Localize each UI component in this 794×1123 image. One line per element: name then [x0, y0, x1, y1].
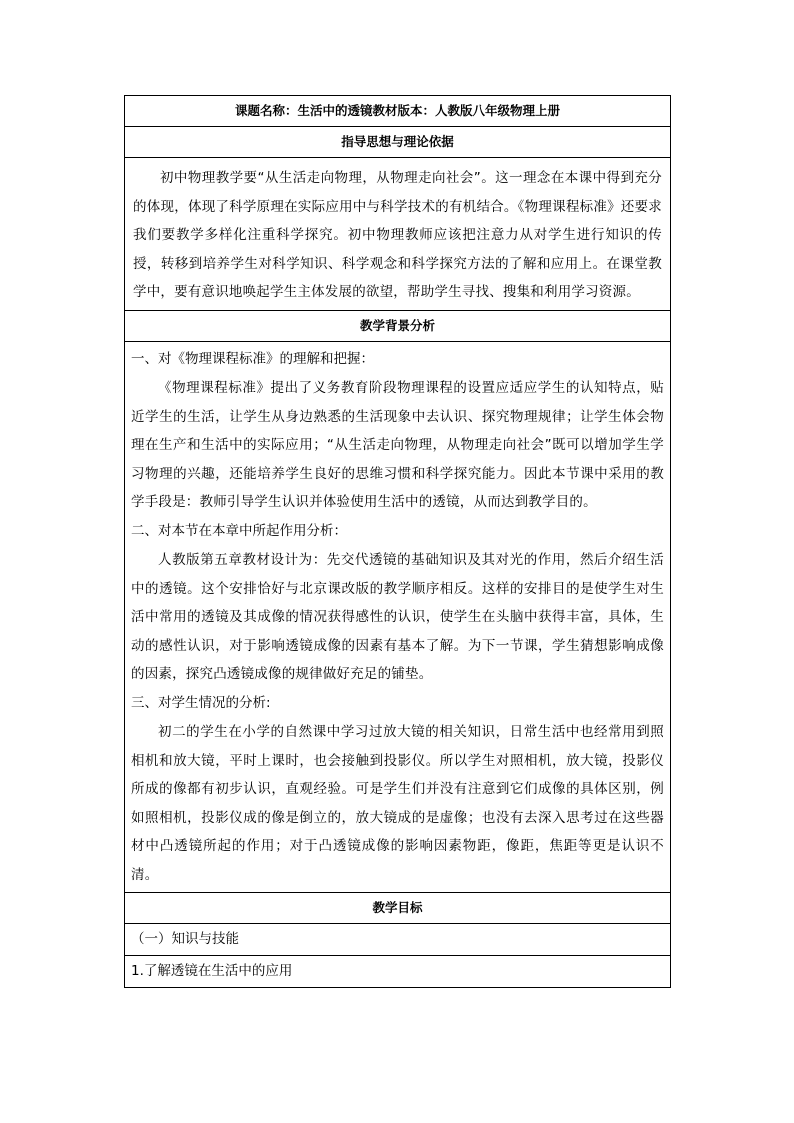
item2-title: 二、对本节在本章中所起作用分析： — [131, 522, 347, 539]
section-heading-background: 教学背景分析 — [125, 310, 671, 341]
item3-paragraph: 初二的学生在小学的自然课中学习过放大镜的相关知识，日常生活中也经常用到照相机和放大镜，平时上课时，也会接触到投影仪。所以学生对照相机，放大镜，投影仪所成的像都有初步认识，直观经验。可是学生们并没有注意到它们成像的具体区别，例如照相机，投影仪成的像是倒立的，放大镜成的是虚像；也没有去深入思考过在这些器材中凸透镜所起的作用；对于凸透镜成像的影响因素物距，像距，焦距等更是认识不清。 — [131, 723, 664, 883]
title-row: 课题名称：生活中的透镜教材版本：人教版八年级物理上册 — [125, 96, 671, 127]
objectives-item1-row: 1.了解透镜在生活中的应用 — [125, 956, 671, 988]
item1-title: 一、对《物理课程标准》的理解和把握： — [131, 350, 374, 367]
item3-title: 三、对学生情况的分析: — [131, 694, 271, 711]
guiding-thought-paragraph: 初中物理教学要“从生活走向物理，从物理走向社会”。这一理念在本课中得到充分的体现，体现了科学原理在实际应用中与科学技术的有机结合。《物理课程标准》还要求我们要教学多样化注重科学探究。初中物理教师应该把注意力从对学生进行知识的传授，转移到培养学生对科学知识、科学观念和科学探究方法的了解和应用上。在课堂教学中，要有意识地唤起学生主体发展的欲望，帮助学生寻找、搜集和利用学习资源。 — [133, 170, 662, 301]
guiding-thought-cell — [125, 158, 671, 311]
lesson-plan-table — [124, 95, 671, 988]
item1-paragraph: 《物理课程标准》提出了义务教育阶段物理课程的设置应适应学生的认知特点，贴近学生的生活，让学生从身边熟悉的生活现象中去认识、探究物理规律；让学生体会物理在生产和生活中的实际应用；“从生活走向物理，从物理走向社会”既可以增加学生学习物理的兴趣，还能培养学生良好的思维习惯和科学探究能力。因此本节课中采用的教学手段是：教师引导学生认识并体验使用生活中的透镜，从而达到教学目的。 — [131, 379, 664, 511]
section-heading-objectives: 教学目标 — [125, 893, 671, 924]
background-cell — [125, 341, 671, 893]
objectives-knowledge-row: （一）知识与技能 — [125, 924, 671, 956]
section-heading-guiding-thought: 指导思想与理论依据 — [125, 127, 671, 158]
item2-paragraph: 人教版第五章教材设计为：先交代透镜的基础知识及其对光的作用，然后介绍生活中的透镜。这个安排恰好与北京课改版的教学顺序相反。这样的安排目的是使学生对生活中常用的透镜及其成像的情况获得感性的认识，使学生在头脑中获得丰富，具体，生动的感性认识，对于影响透镜成像的因素有基本了解。为下一节课，学生猜想影响成像的因素，探究凸透镜成像的规律做好充足的铺垫。 — [131, 551, 664, 683]
